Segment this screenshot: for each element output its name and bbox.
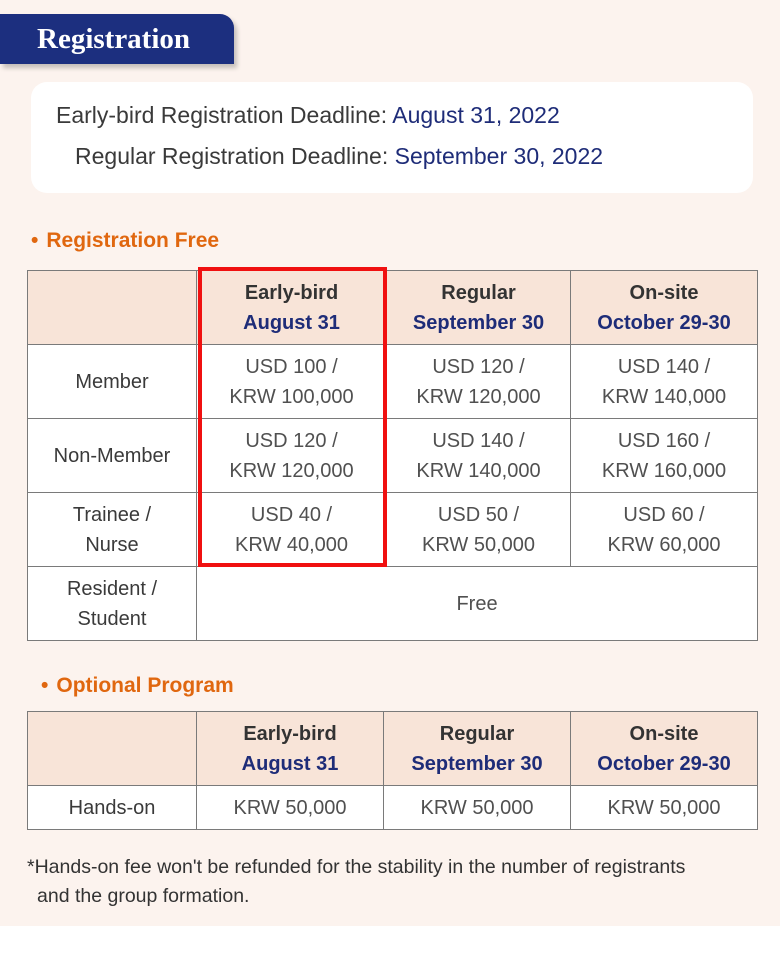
early-bird-deadline <box>56 102 560 129</box>
header-empty-cell <box>28 712 197 786</box>
footnote-line: and the group formation. <box>37 885 250 907</box>
fee-krw: KRW 50,000 <box>607 796 721 819</box>
row-label-text: Student <box>77 607 147 630</box>
registration-fee-table <box>27 270 758 641</box>
fee-usd: USD 140 / <box>617 355 711 378</box>
row-label-text: Nurse <box>85 533 139 556</box>
heading-text: Registration Free <box>46 229 220 252</box>
fee-krw: KRW 40,000 <box>234 533 349 556</box>
fee-usd: USD 140 / <box>432 429 525 452</box>
header-empty-cell <box>28 271 197 345</box>
fee-krw: KRW 120,000 <box>229 459 354 482</box>
header-on-site <box>571 712 758 786</box>
fee-cell <box>571 786 758 830</box>
column-date: August 31 <box>241 752 339 775</box>
deadline-date: August 31, 2022 <box>392 102 560 128</box>
row-label-text: Resident / <box>66 577 158 600</box>
row-label <box>28 567 197 641</box>
optional-program-heading <box>41 674 234 698</box>
column-date: September 30 <box>411 752 543 775</box>
column-date: September 30 <box>412 311 545 334</box>
table-row-non-member <box>28 419 758 493</box>
regular-deadline <box>75 143 603 170</box>
column-date: August 31 <box>243 311 340 334</box>
fee-usd: USD 160 / <box>617 429 711 452</box>
column-date: October 29-30 <box>597 311 731 334</box>
row-label-text: Hands-on <box>68 796 156 819</box>
column-name: Regular <box>441 281 516 304</box>
fee-usd: USD 120 / <box>432 355 525 378</box>
fee-krw: KRW 50,000 <box>233 796 347 819</box>
header-early-bird <box>197 712 384 786</box>
fee-krw: KRW 140,000 <box>416 459 541 482</box>
fee-krw: KRW 60,000 <box>607 533 721 556</box>
fee-cell <box>197 786 384 830</box>
fee-cell <box>387 345 571 419</box>
free-cell <box>197 567 758 641</box>
table-row-hands-on <box>28 786 758 830</box>
deadline-box <box>31 82 753 193</box>
bullet-icon: • <box>31 229 39 252</box>
page-title: Registration <box>37 22 191 55</box>
footnote-line: *Hands-on fee won't be refunded for the stability in the number of registrants <box>27 856 686 878</box>
bullet-icon: • <box>41 674 49 697</box>
fee-cell <box>571 345 758 419</box>
heading-text: Optional Program <box>56 674 234 697</box>
optional-program-table <box>27 711 758 830</box>
table-header-row <box>28 712 758 786</box>
fee-cell <box>384 786 571 830</box>
row-label <box>28 786 197 830</box>
fee-cell <box>387 493 571 567</box>
table-row-member <box>28 345 758 419</box>
fee-krw: KRW 50,000 <box>420 796 534 819</box>
fee-cell <box>387 419 571 493</box>
row-label <box>28 345 197 419</box>
section-title-tab <box>0 14 234 64</box>
footnote <box>27 853 767 911</box>
fee-krw: KRW 160,000 <box>601 459 727 482</box>
row-label-text: Member <box>75 370 149 393</box>
column-name: Early-bird <box>243 722 337 745</box>
fee-usd: USD 40 / <box>250 503 333 526</box>
column-name: Early-bird <box>244 281 339 304</box>
header-early-bird <box>197 271 387 345</box>
fee-krw: KRW 100,000 <box>229 385 354 408</box>
header-regular <box>387 271 571 345</box>
row-label-text: Trainee / <box>72 503 152 526</box>
column-name: Regular <box>439 722 515 745</box>
deadline-label: Early-bird Registration Deadline: <box>56 102 388 128</box>
free-value: Free <box>456 592 498 615</box>
row-label <box>28 419 197 493</box>
header-on-site <box>571 271 758 345</box>
fee-cell <box>571 419 758 493</box>
fee-cell <box>197 419 387 493</box>
column-name: On-site <box>629 722 699 745</box>
fee-cell <box>197 345 387 419</box>
column-date: October 29-30 <box>597 752 731 775</box>
fee-cell <box>197 493 387 567</box>
table-row-resident-student <box>28 567 758 641</box>
row-label <box>28 493 197 567</box>
header-regular <box>384 712 571 786</box>
fee-krw: KRW 50,000 <box>421 533 536 556</box>
fee-cell <box>571 493 758 567</box>
registration-fee-heading <box>31 229 219 253</box>
fee-usd: USD 120 / <box>245 429 338 452</box>
table-header-row <box>28 271 758 345</box>
fee-krw: KRW 120,000 <box>416 385 541 408</box>
fee-krw: KRW 140,000 <box>601 385 727 408</box>
fee-usd: USD 60 / <box>623 503 705 526</box>
row-label-text: Non-Member <box>53 444 171 467</box>
fee-usd: USD 50 / <box>437 503 520 526</box>
table-row-trainee-nurse <box>28 493 758 567</box>
deadline-label: Regular Registration Deadline: <box>75 143 389 169</box>
fee-usd: USD 100 / <box>245 355 338 378</box>
deadline-date: September 30, 2022 <box>394 143 604 169</box>
column-name: On-site <box>629 281 699 304</box>
